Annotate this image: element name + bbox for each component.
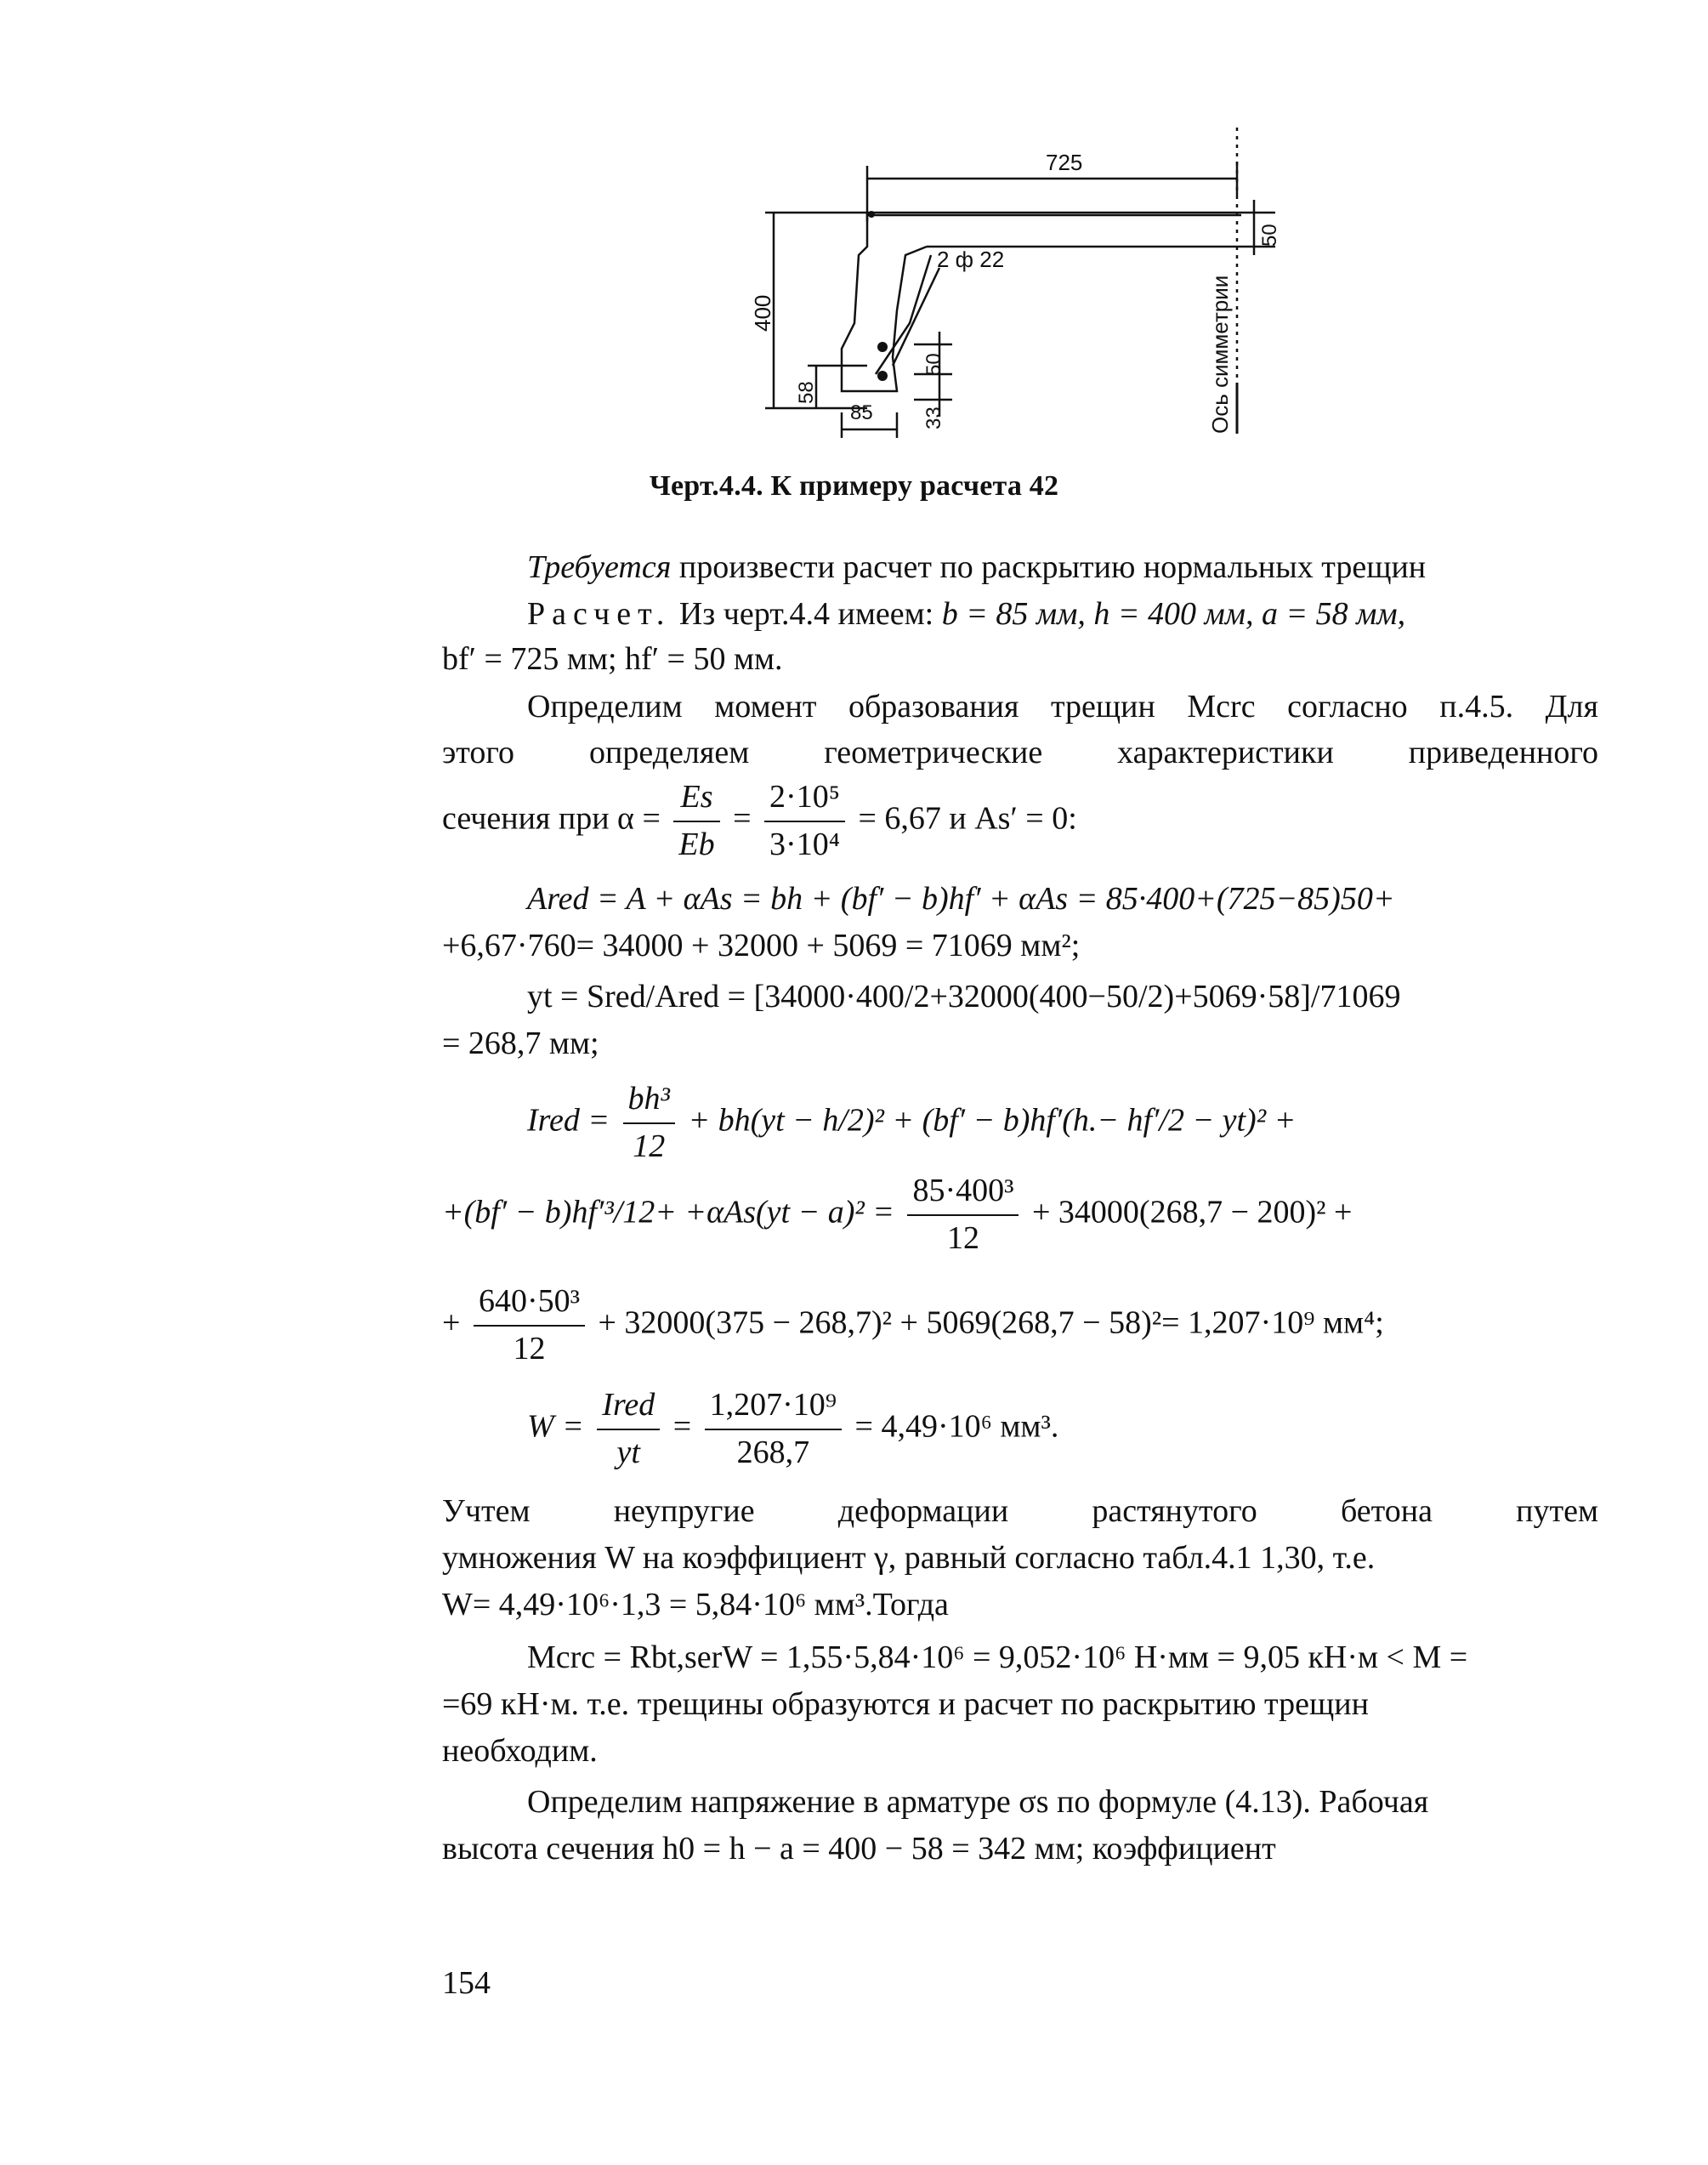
dim-top-label: 725 (1046, 150, 1083, 175)
ired-fraction-3 (474, 1282, 585, 1368)
stress-line-1: Определим напряжение в арматуре σs по формуле (4.13). Рабочая (527, 1784, 1429, 1820)
mcrc-result-line-2: =69 кН·м. т.е. трещины образуются и расчет по раскрытию трещин (442, 1686, 1369, 1722)
ired-den-2: 12 (946, 1219, 979, 1256)
alpha-denominator: Eb (678, 826, 715, 862)
rebar-upper-dot (877, 342, 888, 352)
dim-height-label: 400 (750, 294, 775, 332)
alpha-line: сечения при α = $\frac{Es}{Eb}$ = $\frac{\text{2·10⁵}}{\text{3·10⁴}}$ = 6,67 и As′ = 0: (442, 778, 1598, 864)
ired-line-2 (442, 1172, 1598, 1258)
mcrc-result-line-3: необходим. (442, 1733, 598, 1769)
mcrc-result-line-1: Mcrc = Rbt,serW = 1,55·5,84·10⁶ = 9,052·10⁶ Н·мм = 9,05 кН·м < M = (527, 1639, 1468, 1675)
ired-line2-post: + 34000(268,7 − 200)² + (1031, 1194, 1353, 1230)
yt-line-2: = 268,7 мм; (442, 1026, 599, 1061)
ratio-denominator: 3·10⁴ (769, 826, 840, 862)
w-den-2: 268,7 (736, 1434, 810, 1470)
dim-rebar-spacing-label: 50 (922, 353, 945, 376)
rebar-lower-dot (877, 371, 888, 381)
ired-line3-pre: + (442, 1304, 461, 1341)
dim-bottom-cover-label: 58 (795, 381, 818, 404)
ired-fraction-1 (623, 1080, 675, 1166)
yt-line-1: yt = Sred/Ared = [34000·400/2+32000(400−50/2)+5069·58]/71069 (527, 979, 1401, 1014)
ratio-fraction (764, 778, 845, 864)
w-line: W = $\frac{\text{Ired}}{yt}$ = $\frac{\text{1,207·10⁹}}{268,7}$ = 4,49·10⁶ мм³. (527, 1386, 1598, 1472)
bf-line: bf′ = 725 мм; hf′ = 50 мм. (442, 641, 783, 677)
calc-line (527, 598, 1598, 630)
requires-italic: Требуется (527, 549, 672, 585)
dim-rib-width-label: 85 (850, 401, 873, 424)
w-fraction-1 (597, 1386, 660, 1472)
calc-intro: Из черт.4.4 имеем: (671, 596, 942, 632)
ired-num-1: bh³ (623, 1080, 675, 1124)
rebar-label: 2 ф 22 (937, 247, 1005, 272)
w-den-1: yt (616, 1434, 640, 1470)
stress-line-2: высота сечения h0 = h − a = 400 − 58 = 342 мм; коэффициент (442, 1831, 1276, 1867)
cross-section-drawing (748, 128, 1343, 485)
section-prefix: сечения при α = (442, 800, 661, 837)
ired-den-1: 12 (633, 1128, 666, 1164)
ired-line-3 (442, 1282, 1598, 1368)
ired-line2-pre: +(bf′ − b)hf′³/12+ +αAs(yt − a)² = (442, 1194, 894, 1230)
ired-line3-post: + 32000(375 − 268,7)² + 5069(268,7 − 58)²= 1,207·10⁹ мм⁴; (598, 1304, 1384, 1341)
ired-rest-1: + bh(yt − h/2)² + (bf′ − b)hf′(h.− hf′/2 − yt)² + (688, 1102, 1297, 1139)
ratio-numerator: 2·10⁵ (764, 778, 845, 822)
ired-fraction-2 (907, 1172, 1019, 1258)
paragraph-1-line-2: умножения W на коэффициент γ, равный согласно табл.4.1 1,30, т.е. (442, 1540, 1376, 1576)
dim-bottom-small-label: 33 (922, 406, 945, 429)
alpha-fraction (673, 778, 719, 864)
ired-num-2: 85·400³ (907, 1172, 1019, 1216)
dim-flange-label: 50 (1258, 224, 1281, 247)
ired-prefix: Ired = (527, 1102, 610, 1139)
w-prefix: W = (527, 1408, 584, 1445)
paragraph-1-line-3: W= 4,49·10⁶·1,3 = 5,84·10⁶ мм³.Тогда (442, 1587, 949, 1622)
alpha-numerator: Es (673, 778, 719, 822)
axis-of-symmetry-label: Ось симметрии (1207, 275, 1233, 434)
w-num-2: 1,207·10⁹ (705, 1386, 842, 1430)
paragraph-1-line-1: Учтем неупругие деформации растянутого бетона путем (442, 1493, 1598, 1529)
ired-line-1 (527, 1080, 1598, 1166)
alpha-result: = 6,67 и As′ = 0: (858, 800, 1077, 837)
ared-line-1: Ared = A + αAs = bh + (bf′ − b)hf′ + αAs = 85·400+(725−85)50+ (527, 881, 1395, 917)
w-fraction-2 (705, 1386, 842, 1472)
figure-caption: Черт.4.4. К примеру расчета 42 (649, 470, 1059, 502)
mcrc-line-2: этого определяем геометрические характеристики приведенного (442, 735, 1598, 770)
mcrc-line-1: Определим момент образования трещин Mcrc согласно п.4.5. Для (527, 689, 1598, 725)
requires-rest: произвести расчет по раскрытию нормальных трещин (671, 549, 1427, 585)
ired-den-3: 12 (513, 1330, 546, 1367)
calc-values: b = 85 мм, h = 400 мм, a = 58 мм, (941, 596, 1406, 632)
ired-num-3: 640·50³ (474, 1282, 585, 1327)
calc-word: Расчет. (527, 596, 672, 632)
w-result: = 4,49·10⁶ мм³. (854, 1408, 1059, 1445)
cross-section-figure (748, 128, 1343, 485)
ared-line-2: +6,67·760= 34000 + 32000 + 5069 = 71069 мм²; (442, 928, 1081, 963)
requirement-line (527, 551, 1598, 583)
page-number: 154 (442, 1965, 491, 2001)
w-num-1: Ired (597, 1386, 660, 1430)
